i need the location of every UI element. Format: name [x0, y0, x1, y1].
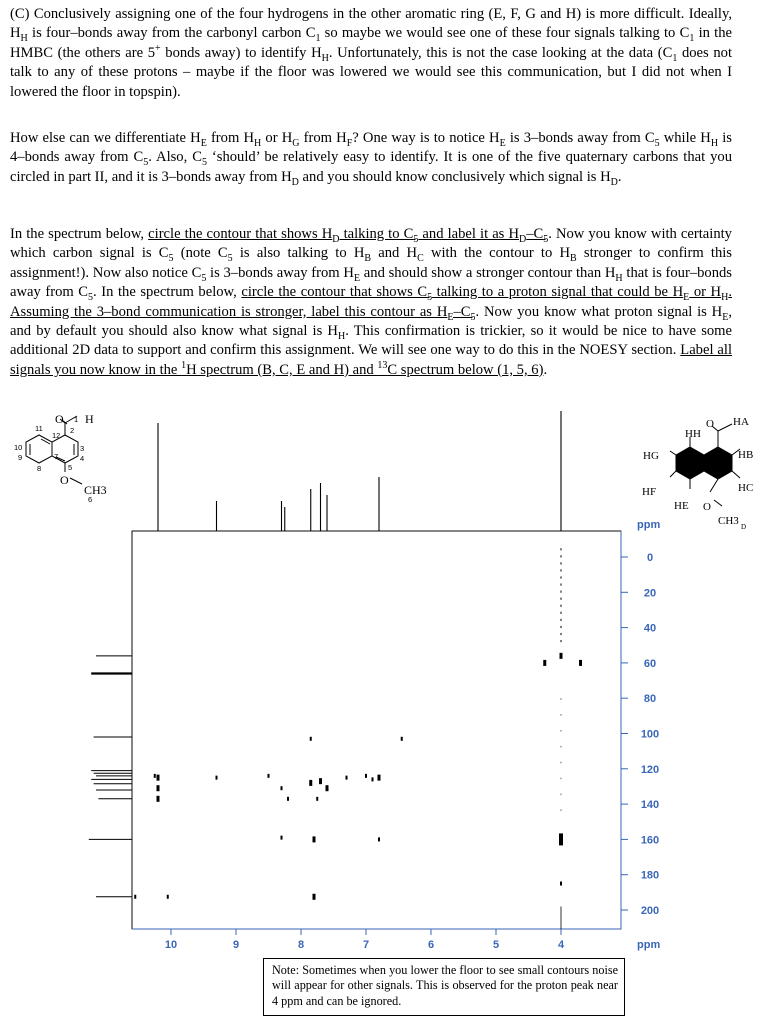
cross-peak	[560, 653, 563, 659]
y-ticks	[621, 552, 659, 917]
num-6: 6	[88, 495, 93, 504]
cross-peak	[309, 780, 312, 786]
y-axis-unit: ppm	[637, 519, 661, 531]
cross-peak	[372, 777, 374, 781]
num-4: 4	[80, 454, 85, 463]
cross-peak	[134, 895, 136, 899]
cross-peak	[365, 774, 367, 778]
y-tick-label: 120	[640, 763, 660, 776]
cross-peak	[559, 833, 563, 845]
cross-peak	[268, 774, 270, 778]
cross-peak	[378, 775, 381, 781]
y-tick-label: 60	[643, 657, 657, 670]
carbon-1d-spectrum	[89, 656, 132, 897]
noise-dash	[561, 598, 562, 600]
paragraph-instructions: In the spectrum below, circle the contour that shows $H_D$ talking to $C_5$ and label it as $H_D-C_5$. Now you know with certainty which carbon signal is $C_5$ (note $C_5$ is also talking to $H_B$ and $H_C$ with the contour to $H_B$ stronger to confirm this assignment!). Now also notice $C_5$ is 3–bonds away from $H_E$ and should show a stronger contour than $H_H$ that is four–bonds away from $C_5$. In the spectrum below, circle the contour that shows $C_5$ talking to a proton signal that could be $H_E$ or $H_H$. Assuming the 3–bond communication is stronger, label this contour as $H_E-C_5$. Now you know what proton signal is $H_E$, and by default you should also know what signal is $H_H$. This confirmation is trickier, so it would be nice to have some additional 2D data to support and confirm this assignment. We will see one way to do this in the NOESY section. Label all signals you now know in the $^1$H spectrum (B, C, E and H) and $^{13}$C spectrum below (1, 5, 6).	[10, 226, 732, 378]
noise-dash	[561, 730, 562, 732]
y-tick-label: 80	[643, 693, 657, 706]
x-ticks	[165, 929, 565, 951]
num-12: 12	[52, 431, 61, 440]
noise-dash	[561, 698, 562, 700]
x-tick-label: 8	[297, 939, 305, 951]
x-tick-label: 10	[164, 939, 178, 951]
paragraph-differentiate: How else can we differentiate $H_E$ from $H_H$ or $H_G$ from $H_F$? One way is to notice $H_E$ is 3–bonds away from $C_5$ while $H_H$ is 4–bonds away from $C_5$. Also, $C_5$ ‘should’ be relatively easy to identify. It is one of the five quaternary carbons that you circled in part II, and it is 3–bonds away from $H_D$ and you should know conclusively which signal is $H_D$.	[10, 130, 733, 188]
label-hf: HF	[642, 486, 657, 498]
noise-dash	[561, 612, 562, 614]
cross-peak	[579, 660, 582, 666]
cross-peak	[543, 660, 546, 666]
methyl-left: CH3	[84, 483, 107, 497]
label-hh: HH	[685, 428, 701, 440]
num-7: 7	[54, 452, 59, 461]
cross-peak	[157, 775, 160, 781]
num-9: 9	[18, 453, 23, 462]
label-hc: HC	[738, 482, 754, 494]
noise-dash	[561, 762, 562, 764]
noise-dash	[561, 794, 562, 796]
hmbc-figure	[0, 402, 761, 1024]
noise-dash	[561, 746, 562, 748]
y-tick-label: 140	[640, 799, 660, 812]
cross-peak	[281, 836, 283, 840]
atom-o-top-right: O	[706, 418, 714, 430]
noise-dash	[561, 576, 562, 578]
y-tick-label: 200	[640, 905, 660, 917]
noise-dash	[561, 626, 562, 628]
cross-peak	[313, 894, 316, 900]
label-hg: HG	[643, 450, 659, 462]
y-tick-label: 40	[643, 622, 657, 635]
noise-dash	[561, 591, 562, 593]
cross-peak	[310, 737, 312, 741]
y-tick-label: 180	[640, 869, 660, 882]
num-10: 10	[14, 443, 23, 452]
atom-o-bottom-right: O	[703, 501, 711, 513]
atom-h-top-left: H	[85, 412, 94, 426]
cross-peak	[157, 796, 160, 802]
noise-dash	[561, 555, 562, 557]
y-tick-label: 20	[643, 587, 657, 600]
cross-peaks	[134, 653, 582, 900]
cross-peak	[346, 776, 348, 780]
noise-dash	[561, 605, 562, 607]
cross-peak	[378, 837, 380, 841]
label-hd-methyl: CH3	[718, 515, 739, 527]
cross-peak	[316, 797, 318, 801]
x-axis-unit: ppm	[637, 939, 661, 951]
noise-dash	[561, 619, 562, 621]
paragraph-c-intro: (C) Conclusively assigning one of the four hydrogens in the other aromatic ring (E, F, G and H) is more difficult. Ideally, $H_H$ is four–bonds away from the carbonyl carbon $C_1$ so maybe we would see one of these four signals talking to $C_1$ in the HMBC (the others are 5+ bonds away) to identify $H_H$. Unfortunately, this is not the case looking at the data ($C_1$ does not talk to any of these protons – maybe if the floor was lowered we would see this communication, but I did not when I lowered the floor in topspin).	[10, 6, 732, 100]
cross-peak	[281, 786, 283, 790]
num-1: 1	[74, 415, 79, 424]
cross-peak	[326, 785, 329, 791]
cross-peak	[216, 776, 218, 780]
label-he: HE	[674, 500, 689, 512]
y-tick-label: 0	[646, 552, 654, 564]
note-box: Note: Sometimes when you lower the floor to see small contours noise will appear for other signals. This is observed for the proton peak near 4 ppm and can be ignored.	[263, 958, 625, 1016]
noise-dash	[561, 562, 562, 564]
x-tick-label: 5	[492, 939, 500, 951]
x-tick-label: 6	[427, 939, 435, 951]
cross-peak	[560, 882, 562, 886]
noise-streak	[561, 548, 562, 929]
label-ha: HA	[733, 416, 749, 428]
y-tick-label: 100	[640, 728, 660, 741]
atom-o-bottom-left: O	[60, 473, 69, 487]
noise-dash	[561, 583, 562, 585]
x-tick-label: 7	[362, 939, 370, 951]
label-hd-sub: D	[741, 523, 747, 531]
num-11: 11	[35, 424, 43, 433]
cross-peak	[154, 774, 156, 778]
cross-peak	[287, 797, 289, 801]
cross-peak	[167, 895, 169, 899]
cross-peak	[319, 778, 322, 784]
plot-frame	[132, 531, 621, 929]
noise-dash	[561, 778, 562, 780]
y-tick-label: 160	[640, 834, 660, 847]
num-2: 2	[70, 426, 75, 435]
noise-dash	[561, 633, 562, 635]
noise-dash	[561, 714, 562, 716]
molecule-right-labeled	[670, 424, 740, 506]
noise-dash	[561, 569, 562, 571]
noise-dash	[561, 809, 562, 811]
label-hb: HB	[738, 449, 754, 461]
num-3: 3	[80, 444, 85, 453]
num-8: 8	[37, 464, 42, 473]
x-tick-label: 4	[557, 939, 565, 951]
cross-peak	[313, 836, 316, 842]
num-5: 5	[68, 463, 73, 472]
cross-peak	[157, 785, 160, 791]
atom-o-top-left: O	[55, 412, 64, 426]
noise-dash	[561, 640, 562, 642]
noise-dash	[561, 548, 562, 550]
x-tick-label: 9	[232, 939, 240, 951]
cross-peak	[401, 737, 403, 741]
